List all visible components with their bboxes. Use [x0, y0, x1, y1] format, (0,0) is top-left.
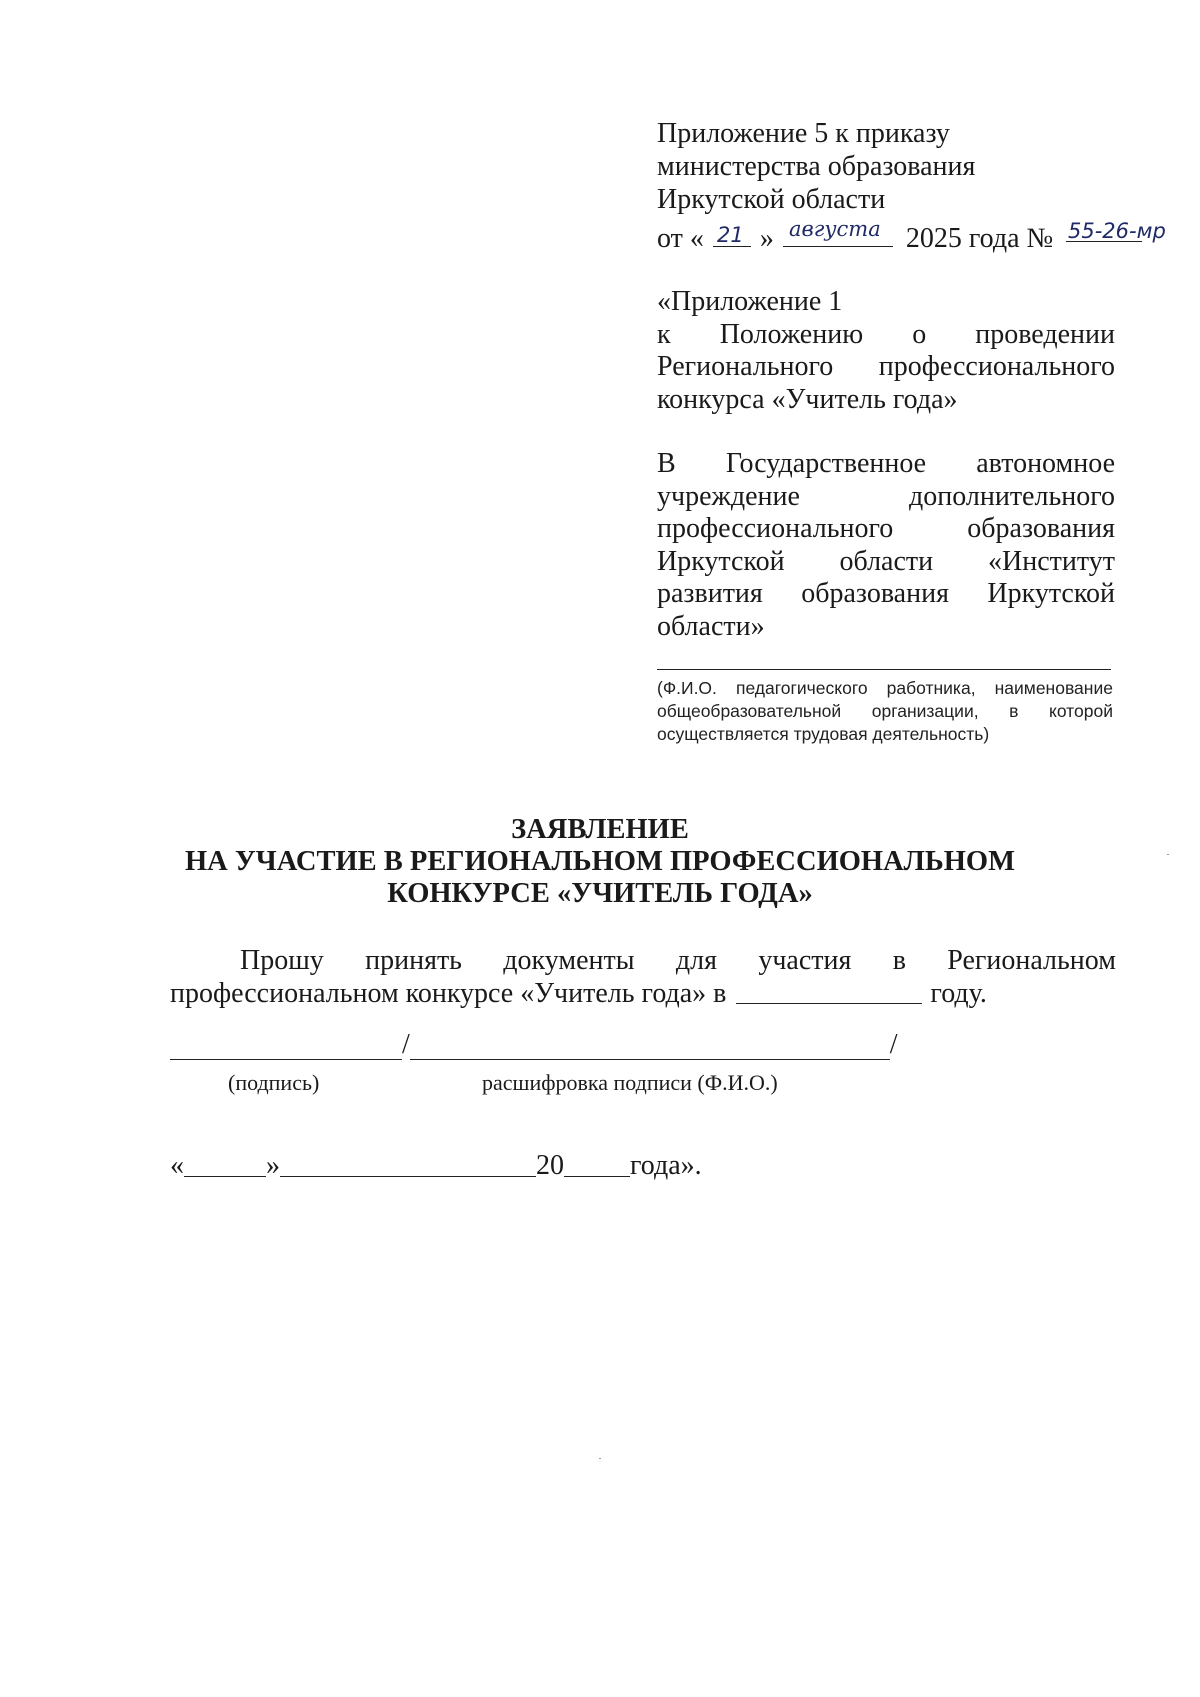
date-century: 20 [536, 1150, 564, 1181]
addressee-line-1: В Государственное автономное [657, 448, 1115, 479]
date-suffix: года». [630, 1150, 702, 1181]
handwritten-month [783, 217, 893, 247]
request-paragraph [170, 944, 1116, 1010]
fio-caption-line-1: (Ф.И.О. педагогического работника, наименование [657, 678, 1113, 698]
request-line-2 [170, 977, 1116, 1010]
name-decode-field[interactable] [410, 1033, 890, 1060]
decode-caption: расшифровка подписи (Ф.И.О.) [482, 1070, 778, 1095]
addressee-line-5: развития образования Иркутской [657, 578, 1116, 609]
date-line [170, 1150, 702, 1182]
month-blank-field[interactable] [280, 1150, 536, 1177]
fio-entry-line [657, 669, 1111, 670]
regulation-line-2: к Положению о проведении [657, 318, 1115, 350]
title-line-2: НА УЧАСТИЕ В РЕГИОНАЛЬНОМ ПРОФЕССИОНАЛЬНОМ [185, 846, 1015, 877]
addressee-line-3: профессионального образования [657, 513, 1115, 544]
document-title [150, 814, 1050, 910]
signature-field[interactable] [170, 1033, 402, 1060]
fio-caption [657, 677, 1113, 746]
scan-speck [1167, 854, 1169, 855]
date-open-quote: « [170, 1150, 184, 1181]
day-blank-field[interactable] [184, 1150, 266, 1177]
handwritten-day-text: 21 [716, 223, 744, 247]
appendix-line-2: министерства образования [657, 151, 976, 182]
fio-caption-line-3: осуществляется трудовая деятельность) [657, 724, 990, 744]
signature-row [170, 1030, 930, 1060]
request-line-2-text: профессиональном конкурсе «Учитель года» в [170, 978, 727, 1009]
date-year-text: 2025 года № [905, 223, 1054, 254]
title-line-1: ЗАЯВЛЕНИЕ [511, 814, 689, 845]
date-close-quote: » [759, 223, 774, 254]
regulation-line-3: Регионального профессионального [657, 351, 1115, 382]
request-line-2-end: году. [930, 978, 987, 1009]
scan-speck [599, 1458, 601, 1459]
year-suffix-blank-field[interactable] [564, 1150, 630, 1177]
appendix-line-3: Иркутской области [657, 184, 886, 215]
addressee-line-2: учреждение дополнительного [657, 480, 1115, 512]
regulation-reference [657, 286, 1115, 416]
addressee-block [657, 448, 1115, 643]
appendix-line-1: Приложение 5 к приказу [657, 118, 950, 149]
signature-slash-1: / [402, 1029, 410, 1060]
handwritten-day [713, 220, 751, 247]
date-prefix: от « [657, 223, 704, 254]
appendix-header [657, 117, 1167, 255]
fio-caption-line-2: общеобразовательной организации, в которой [657, 701, 1113, 721]
addressee-line-6: области» [657, 610, 765, 642]
title-line-3: КОНКУРСЕ «УЧИТЕЛЬ ГОДА» [387, 878, 813, 909]
regulation-line-1: «Приложение 1 [657, 286, 843, 317]
order-date-row [657, 216, 1167, 255]
signature-slash-2: / [889, 1029, 898, 1060]
regulation-line-4: конкурса «Учитель года» [657, 383, 958, 415]
handwritten-order-number-text: 55-26-мр [1068, 219, 1167, 243]
addressee-line-4: Иркутской области «Институт [657, 545, 1115, 577]
handwritten-month-text: августа [788, 217, 881, 241]
signature-lines [170, 1030, 930, 1060]
date-close-quote-2: » [266, 1150, 280, 1181]
signature-caption: (подпись) [228, 1070, 320, 1095]
request-line-1: Прошу принять документы для участия в Региональном [240, 945, 1116, 976]
handwritten-order-number [1066, 216, 1200, 242]
year-blank-field[interactable] [736, 977, 922, 1004]
